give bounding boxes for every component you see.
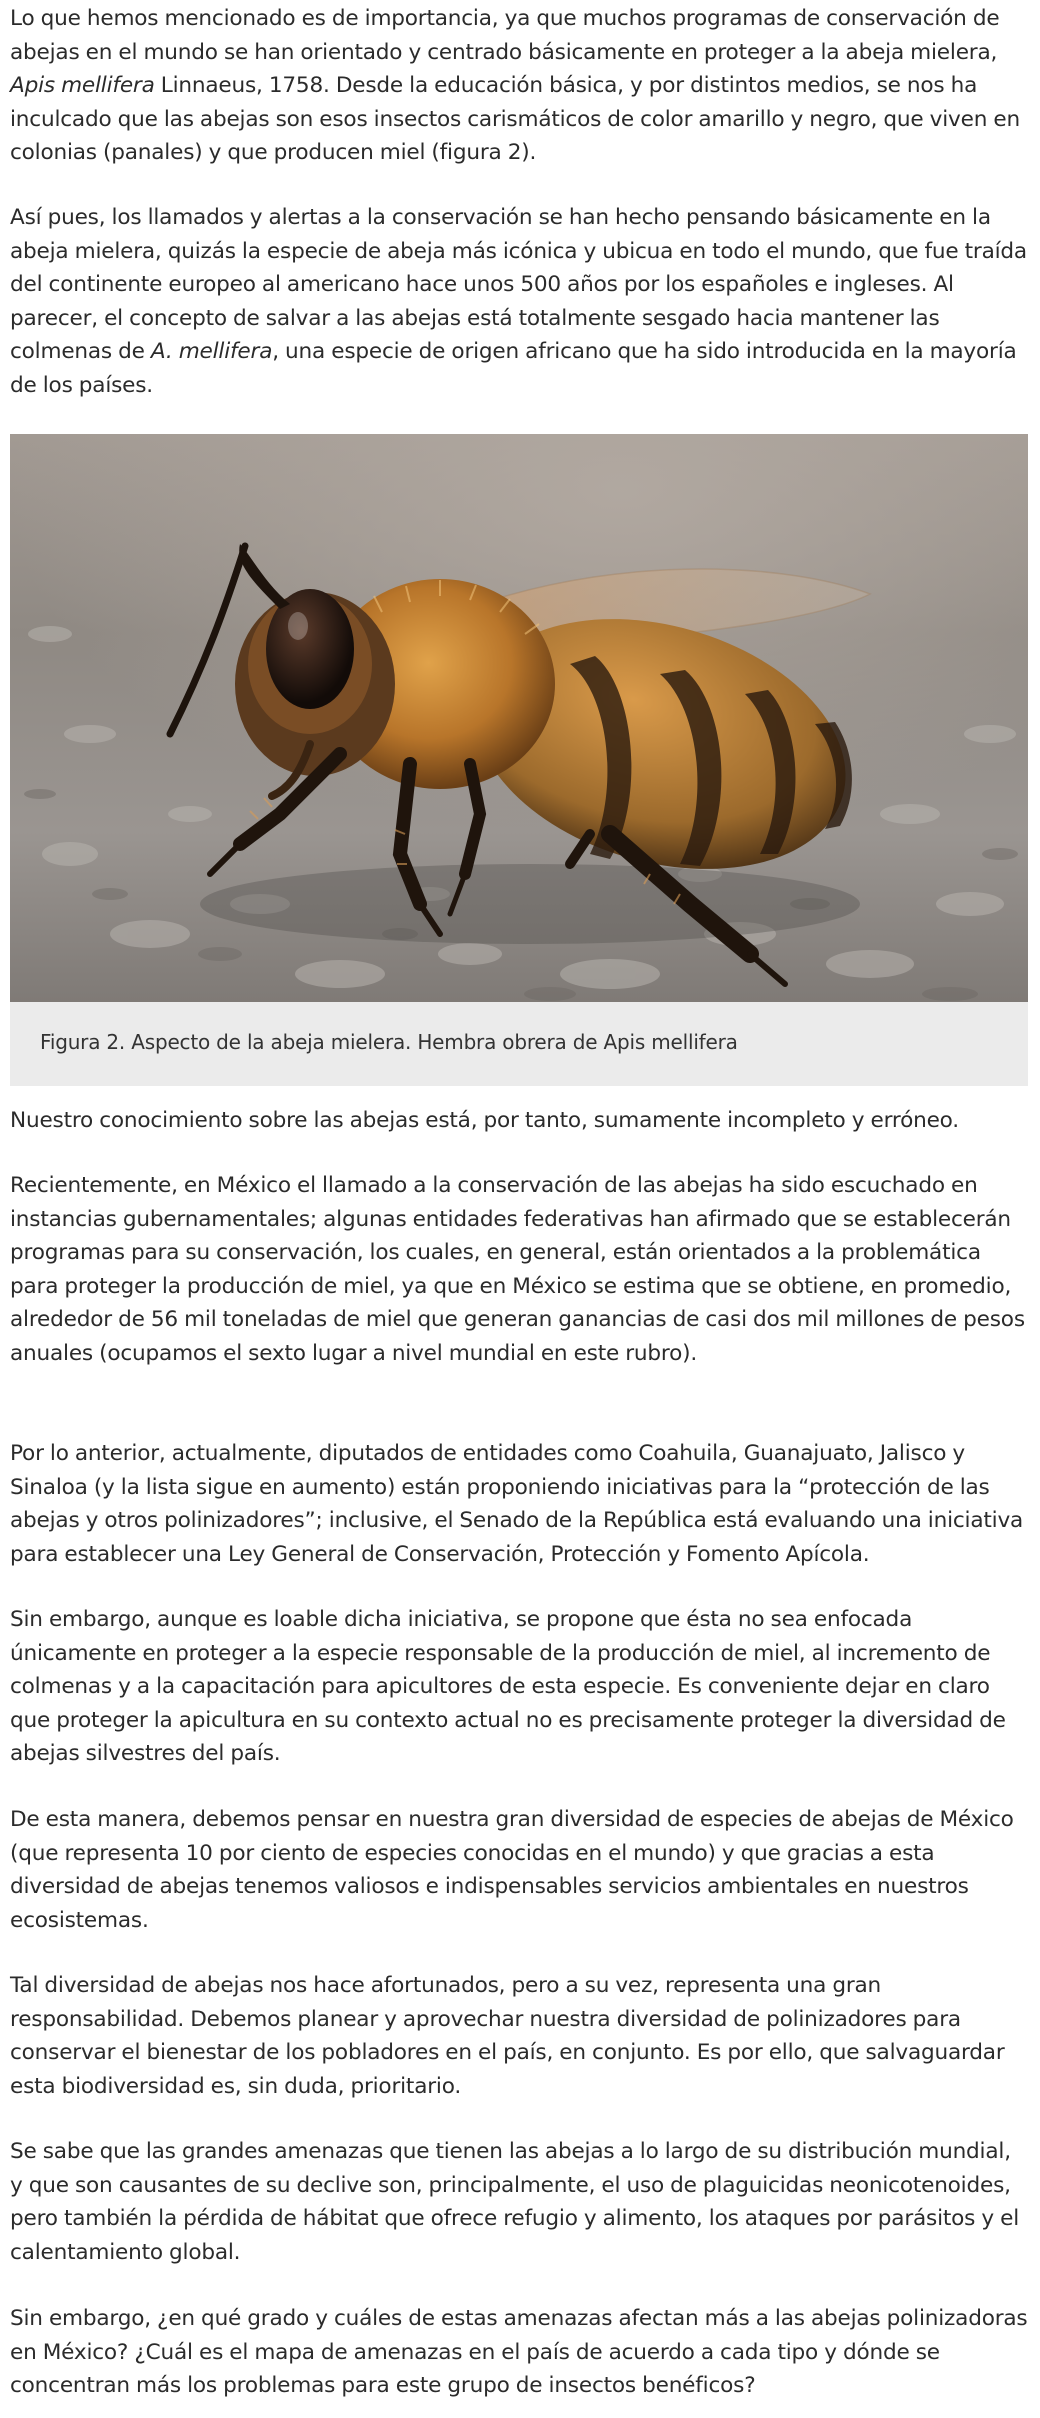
figure-2	[10, 434, 1028, 1086]
paragraph-2-text-b: , una especie de origen africano que ha sido introducida en la mayoría de los países.	[10, 339, 1017, 398]
paragraph-7: De esta manera, debemos pensar en nuestra gran diversidad de especies de abejas de México (que representa 10 por ciento de especies conocidas en el mundo) y que gracias a esta diversidad de abejas tenemos valiosos e indispensables servicios ambientales en nuestros ecosistemas.	[10, 1807, 1014, 1933]
paragraph-2	[10, 201, 1028, 402]
paragraph-10: Sin embargo, ¿en qué grado y cuáles de estas amenazas afectan más a las abejas polinizadoras en México? ¿Cuál es el mapa de amenazas en el país de acuerdo a cada tipo y dónde se concentran más los problemas para este grupo de insectos benéficos?	[10, 2306, 1028, 2398]
figure-caption: Figura 2. Aspecto de la abeja mielera. Hembra obrera de Apis mellifera	[10, 1002, 1028, 1086]
paragraph-1-text-a: Lo que hemos mencionado es de importancia, ya que muchos programas de conservación de abejas en el mundo se han orientado y centrado básicamente en proteger a la abeja mielera,	[10, 6, 1000, 65]
species-name-italic: Apis mellifera	[10, 73, 155, 98]
paragraph-9: Se sabe que las grandes amenazas que tienen las abejas a lo largo de su distribución mundial, y que son causantes de su declive son, principalmente, el uso de plaguicidas neonicotenoides, pero también la pérdida de hábitat que ofrece refugio y alimento, los ataques por parásitos y el calentamiento global.	[10, 2139, 1019, 2265]
paragraph-3: Nuestro conocimiento sobre las abejas está, por tanto, sumamente incompleto y erróneo.	[10, 1108, 959, 1133]
paragraph-6: Sin embargo, aunque es loable dicha iniciativa, se propone que ésta no sea enfocada únicamente en proteger a la especie responsable de la producción de miel, al incremento de colmenas y a la capacitación para apicultores de esta especie. Es conveniente dejar en claro que proteger la apicultura en su contexto actual no es precisamente proteger la diversidad de abejas silvestres del país.	[10, 1607, 1006, 1766]
honeybee-photo	[10, 434, 1028, 1002]
paragraph-4: Recientemente, en México el llamado a la conservación de las abejas ha sido escuchado en instancias gubernamentales; algunas entidades federativas han afirmado que se establecerán programas para su conservación, los cuales, en general, están orientados a la problemática para proteger la producción de miel, ya que en México se estima que se obtiene, en promedio, alrededor de 56 mil toneladas de miel que generan ganancias de casi dos mil millones de pesos anuales (ocupamos el sexto lugar a nivel mundial en este rubro).	[10, 1173, 1025, 1366]
paragraph-2-text-a: Así pues, los llamados y alertas a la conservación se han hecho pensando básicamente en la abeja mielera, quizás la especie de abeja más icónica y ubicua en todo el mundo, que fue traída del continente europeo al americano hace unos 500 años por los españoles e ingleses. Al parecer, el concepto de salvar a las abejas está totalmente sesgado hacia mantener las colmenas de	[10, 205, 1027, 364]
paragraph-1	[10, 2, 1028, 170]
species-name-italic: A. mellifera	[150, 339, 273, 364]
paragraph-1-text-b: Linnaeus, 1758. Desde la educación básica, y por distintos medios, se nos ha inculcado que las abejas son esos insectos carismáticos de color amarillo y negro, que viven en colonias (panales) y que producen miel (figura 2).	[10, 73, 1020, 165]
paragraph-8: Tal diversidad de abejas nos hace afortunados, pero a su vez, representa una gran responsabilidad. Debemos planear y aprovechar nuestra diversidad de polinizadores para conservar el bienestar de los pobladores en el país, en conjunto. Es por ello, que salvaguardar esta biodiversidad es, sin duda, prioritario.	[10, 1973, 1005, 2099]
honeybee-illustration	[10, 434, 1028, 1002]
paragraph-5: Por lo anterior, actualmente, diputados de entidades como Coahuila, Guanajuato, Jalisco y Sinaloa (y la lista sigue en aumento) están proponiendo iniciativas para la “protección de las abejas y otros polinizadores”; inclusive, el Senado de la República está evaluando una iniciativa para establecer una Ley General de Conservación, Protección y Fomento Apícola.	[10, 1441, 1024, 1567]
